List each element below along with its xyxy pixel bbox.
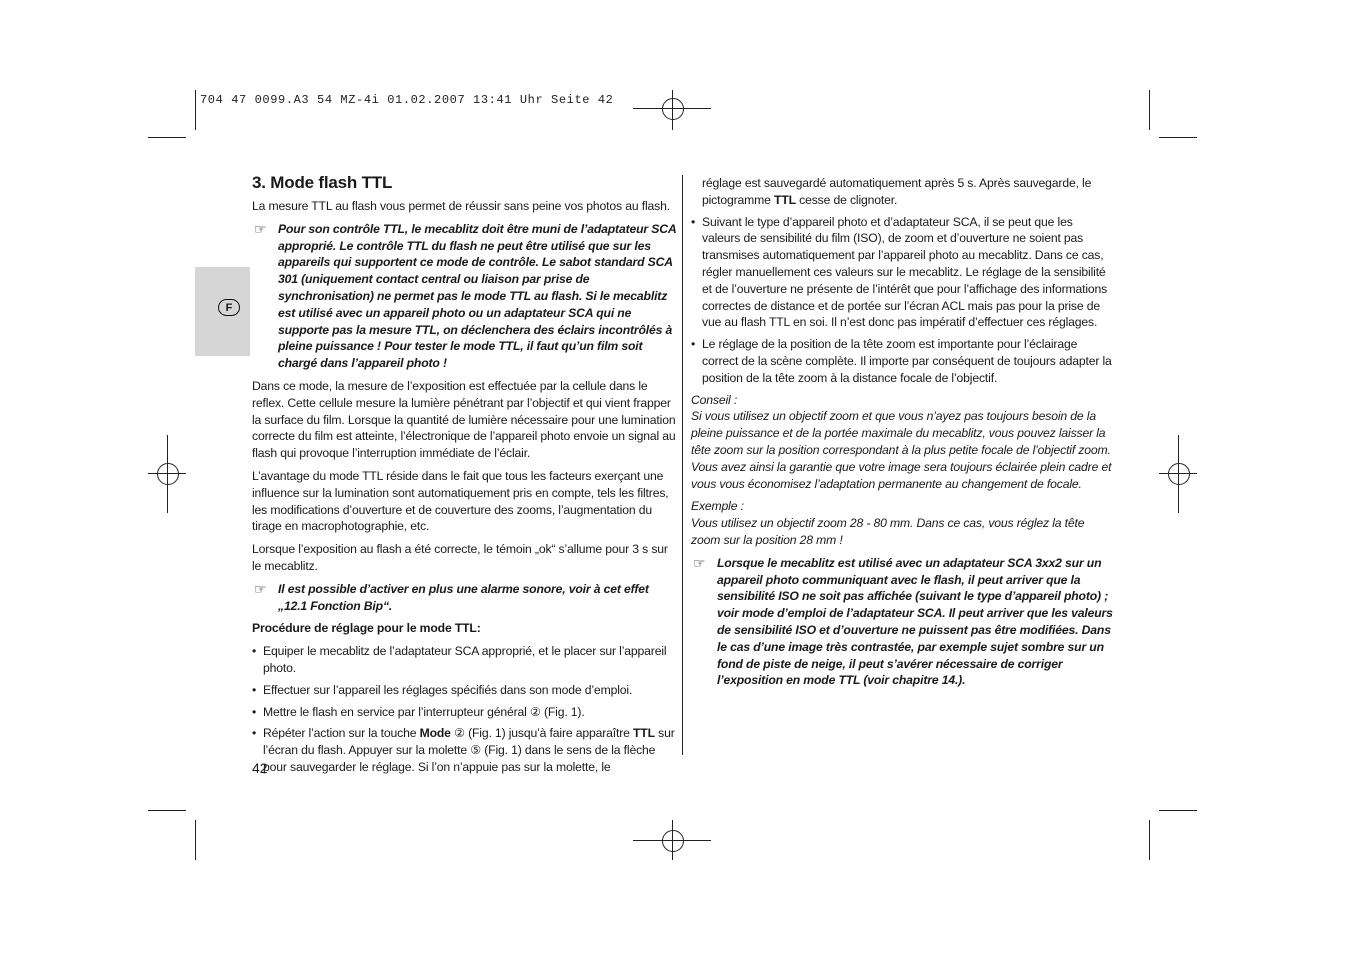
- list-item-text-part: Répéter l’action sur la touche: [263, 726, 420, 741]
- list-item-text: Mettre le flash en service par l’interrupteur général ② (Fig. 1).: [263, 704, 585, 719]
- bullet-icon: •: [252, 644, 257, 659]
- sca-note-text: Lorsque le mecablitz est utilisé avec un adaptateur SCA 3xx2 sur un appareil photo communiquant avec le flash, il peut arriver que la sensibilité ISO ne soit pas affichée (suivant le type d’appareil photo) ; voir mode d’emploi de l’adaptateur SCA. Il peut arriver que les valeurs de sensibilité ISO et d’ouverture ne puissent pas être modifiées. Dans le cas d’une image très contrastée, par exemple sujet sombre sur un fond de piste de neige, il peut s’avérer nécessaire de corriger l’exposition en mode TTL (voir chapitre 14.).: [717, 555, 1113, 688]
- list-item-text: Le réglage de la position de la tête zoom est importante pour l’éclairage correct de la scène complète. Il importe par conséquent de toujours adapter la position de la tête zoom à la distance focale de l’objectif.: [702, 337, 1112, 385]
- list-item: [252, 704, 678, 721]
- list-item-text-part: sur l’écran du flash. Appuyer sur la molette ⑤ (Fig. 1) dans le sens de la flèche pour sauvegarder le réglage. Si l’on n’appuie pas sur la molette, le: [263, 726, 675, 774]
- tip-label: Conseil :: [691, 392, 738, 407]
- list-item: [252, 682, 678, 699]
- list-item-text-part: ② (Fig. 1) jusqu’à faire apparaître: [450, 726, 634, 741]
- tip-text: Si vous utilisez un objectif zoom et que vous n’ayez pas toujours besoin de la pleine puissance et de la portée maximale du mecablitz, vous pouvez laisser la tête zoom sur la position correspondant à la plus petite focale de l’objectif zoom. Vous avez ainsi la garantie que votre image sera toujours éclairée plein cadre et vous vous économisez l’adaptation permanente au changement de focale.: [691, 409, 1112, 491]
- column-divider: [682, 175, 683, 755]
- paragraph-ok-indicator: Lorsque l’exposition au flash a été correcte, le témoin „ok“ s’allume pour 3 s sur le mecablitz.: [252, 542, 668, 573]
- list-item: [691, 336, 1114, 386]
- crop-mark-top-right-v: [1149, 90, 1150, 130]
- registration-mark-bottom-circle: [662, 830, 684, 852]
- pointing-hand-icon: ☞: [254, 580, 267, 597]
- list-item: [252, 725, 678, 775]
- crop-mark-bottom-left-v: [195, 820, 196, 860]
- procedure-heading: Procédure de réglage pour le mode TTL:: [252, 621, 481, 636]
- bullet-icon: •: [252, 682, 257, 697]
- list-item-text-part: réglage est sauvegardé automatiquement après 5 s. Après sauvegarde, le pictogramme: [702, 176, 1092, 207]
- warning-note: [252, 221, 678, 372]
- warning-note-text: Pour son contrôle TTL, le mecablitz doit être muni de l’adaptateur SCA approprié. Le contrôle TTL du flash ne peut être utilisé que sur les appareils qui supportent ce mode de contrôle. Le sabot standard SCA 301 (uniquement contact central ou liaison par prise de synchronisation) ne permet pas le mode TTL au flash. Si le mecablitz est utilisé avec un appareil photo ou un adaptateur SCA qui ne supporte pas la mesure TTL, on déclenchera des éclairs incontrôlés à pleine puissance ! Pour tester le mode TTL, il faut qu’un film soit chargé dans l’appareil photo !: [278, 221, 677, 371]
- left-column: [252, 172, 678, 781]
- registration-mark-top-circle: [662, 98, 684, 120]
- pointing-hand-icon: ☞: [254, 220, 267, 237]
- crop-mark-top-left-v: [195, 90, 196, 130]
- list-item: [252, 643, 678, 677]
- right-column: [691, 175, 1114, 695]
- mode-key-label: Mode: [419, 726, 451, 741]
- crop-mark-bottom-left-h: [148, 810, 186, 811]
- ttl-label: TTL: [633, 726, 655, 741]
- paragraph-advantage: L’avantage du mode TTL réside dans le fait que tous les facteurs exerçant une influence sur la lumination sont automatiquement pris en compte, tels les filtres, les modifications d’ouverture et de couverture des zooms, l’augmentation du tirage en macrophotographie, etc.: [252, 468, 669, 534]
- list-item-text: Equiper le mecablitz de l’adaptateur SCA approprié, et le placer sur l’appareil photo.: [263, 644, 667, 675]
- list-item-text: [263, 725, 678, 775]
- list-item-text-part: cesse de clignoter.: [795, 192, 898, 207]
- language-badge: F: [218, 299, 240, 316]
- list-item: [691, 214, 1114, 332]
- example-label: Exemple :: [691, 499, 744, 514]
- paragraph-measurement: Dans ce mode, la mesure de l’exposition est effectuée par la cellule dans le reflex. Cette cellule mesure la lumière pénétrant par l’objectif et qui vient frapper la surface du film. Lorsque la quantité de lumière nécessaire pour une lumination correcte du film est atteinte, l’électronique de l’appareil photo envoie un signal au flash qui provoque l’interruption immédiate de l’éclair.: [252, 378, 676, 461]
- crop-mark-bottom-right-v: [1149, 820, 1150, 860]
- registration-mark-right-circle: [1168, 463, 1190, 485]
- example-text: Vous utilisez un objectif zoom 28 - 80 mm. Dans ce cas, vous réglez la tête zoom sur la position 28 mm !: [691, 516, 1085, 547]
- list-item-text: Effectuer sur l’appareil les réglages spécifiés dans son mode d’emploi.: [263, 682, 633, 697]
- info-note-text: Il est possible d’activer en plus une alarme sonore, voir à cet effet „12.1 Fonction Bip“.: [278, 581, 649, 613]
- bullet-icon: •: [691, 337, 696, 352]
- bullet-icon: •: [252, 704, 257, 719]
- list-item-text: [702, 175, 1114, 209]
- crop-mark-top-right-h: [1159, 137, 1197, 138]
- list-item-text: Suivant le type d’appareil photo et d’adaptateur SCA, il se peut que les valeurs de sensibilité du film (ISO), de zoom et d’ouverture ne soient pas transmises automatiquement par l’appareil photo au mecablitz. Dans ce cas, régler manuellement ces valeurs sur le mecablitz. Le réglage de la sensibilité et de l’ouverture ne présente de l’intérêt que pour l’affichage des informations correctes de distance et de portée sur l’écran ACL mais pas pour la prise de vue au flash TTL en soi. Il n’est donc pas impératif d’effectuer ces réglages.: [702, 214, 1108, 330]
- info-note: [252, 581, 678, 615]
- intro-paragraph: La mesure TTL au flash vous permet de réussir sans peine vos photos au flash.: [252, 199, 670, 213]
- ttl-label: TTL: [774, 192, 796, 207]
- pointing-hand-icon: ☞: [693, 554, 706, 571]
- crop-mark-bottom-right-h: [1159, 810, 1197, 811]
- list-item-continuation: [691, 175, 1114, 209]
- section-title: 3. Mode flash TTL: [252, 173, 393, 192]
- bullet-icon: •: [252, 726, 257, 741]
- page-number: 42: [252, 760, 268, 776]
- print-header: 704 47 0099.A3 54 MZ-4i 01.02.2007 13:41 Uhr Seite 42: [200, 93, 614, 107]
- registration-mark-left-circle: [157, 463, 179, 485]
- sca-note: [691, 555, 1114, 689]
- crop-mark-top-left-h: [148, 137, 186, 138]
- bullet-icon: •: [691, 214, 696, 229]
